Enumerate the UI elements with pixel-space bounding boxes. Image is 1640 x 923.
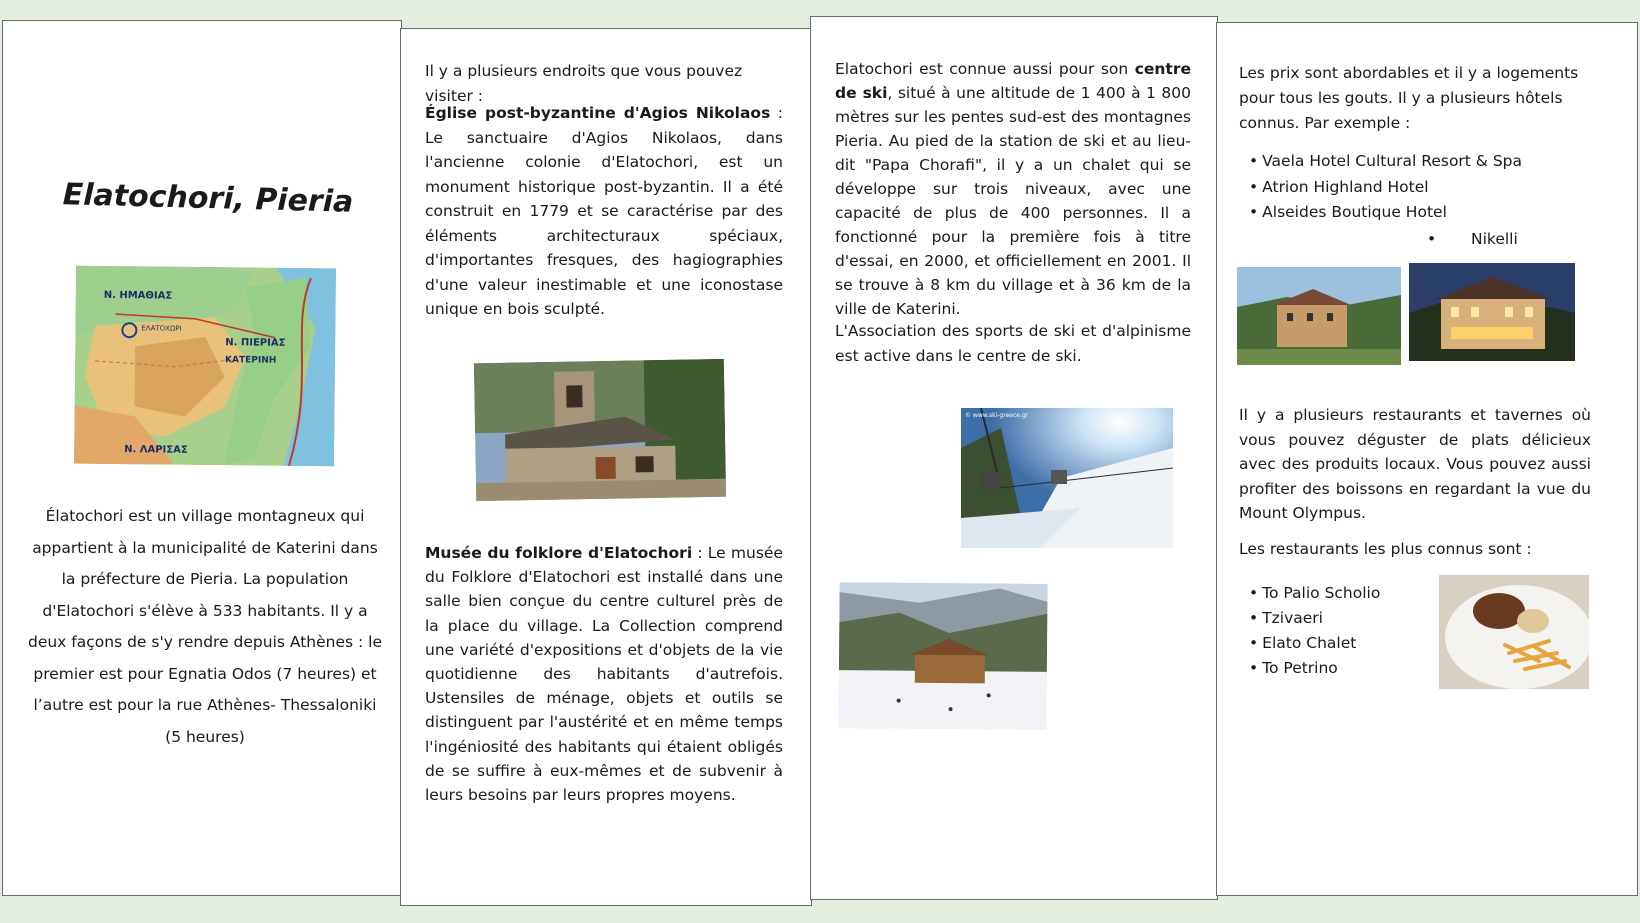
church-text: : Le sanctuaire d'Agios Nikolaos, dans l'ancienne colonie d'Elatochori, est un monument historique post-byzantin. Il a été construit en 1779 et se caractérise par des éléments architecturaux spéciaux, d'importantes fresques, des hagiographies d'une valeur inestimable et une iconostase unique en bois sculpté.: [425, 104, 784, 318]
map-image: [74, 266, 336, 467]
map-label-elatochori: ΕΛΑΤΟΧΩΡΙ: [141, 324, 182, 333]
church-photo: [474, 359, 726, 501]
panel-cover: [2, 20, 402, 896]
map-label-katerini: ΚΑΤΕΡΙΝΗ: [225, 355, 277, 366]
museum-text: : Le musée du Folklore d'Elatochori est installé dans une salle bien conçue du centre culturel près de la place du village. La Collection comprend une variété d'expositions et d'objets de la vie quotidienne des habitants d'autrefois. Ustensiles de ménage, objets et outils se distinguent par l'austérité et en même temps l'ingéniosité des habitants qui étaient obligés de se suffire à eux-mêmes et de subvenir à leurs besoins par leurs propres moyens.: [425, 544, 783, 805]
photo-credit: © www.ski-greece.gr: [965, 412, 1029, 419]
restaurant-item: • Elato Chalet: [1249, 631, 1380, 656]
ski-text-start: Elatochori est connue aussi pour son: [835, 60, 1135, 78]
panel-hotels: [1216, 22, 1638, 896]
hotel-item: • Vaela Hotel Cultural Resort & Spa: [1249, 149, 1522, 175]
panel-places: [400, 28, 812, 906]
restaurant-list: [1249, 581, 1380, 681]
church-heading: Église post-byzantine d'Agios Nikolaos: [425, 104, 771, 122]
restaurants-heading: Les restaurants les plus connus sont :: [1239, 540, 1532, 558]
restaurant-item: • To Petrino: [1249, 656, 1380, 681]
hotel-extra: Nikelli: [1471, 230, 1518, 248]
church-section: [425, 101, 783, 322]
ski-section: [835, 57, 1191, 321]
restaurant-item: • To Palio Scholio: [1249, 581, 1380, 606]
ski-center-bold: centre de ski: [835, 60, 1191, 102]
museum-section: [425, 541, 783, 807]
hotel-photo-1: [1237, 267, 1401, 365]
places-intro: Il y a plusieurs endroits que vous pouvez visiter :: [425, 62, 743, 105]
ski-text-end: , situé à une altitude de 1 400 à 1 800 mètres sur les pentes sud-est des montagnes Pieria. Au pied de la station de ski et au lieu-dit "Papa Chorafi", il y a un chalet qui se développe sur trois niveaux, avec une capacité de plus de 400 personnes. Il a fonctionné pour la première fois à titre d'essai, en 2000, et officiellement en 2001. Il se trouve à 8 km du village et à 36 km de la ville de Katerini.: [835, 84, 1191, 318]
ski-association: L'Association des sports de ski et d'alpinisme est active dans le centre de ski.: [835, 322, 1191, 365]
restaurants-intro: Il y a plusieurs restaurants et tavernes où vous pouvez déguster de plats délicieux avec des produits locaux. Vous pouvez aussi profiter des boissons en regardant la vue du Mount Olympus.: [1239, 406, 1591, 522]
restaurant-item: • Tzivaeri: [1249, 606, 1380, 631]
map-label-imathia: N. ΗΜΑΘΙΑΣ: [103, 289, 173, 302]
ski-lift-photo: [961, 408, 1173, 548]
prices-text: Les prix sont abordables et il y a logements pour tous les gouts. Il y a plusieurs hôtels connus. Par exemple :: [1239, 64, 1579, 132]
hotel-item: • Atrion Highland Hotel: [1249, 175, 1522, 201]
map-label-pieria: N. ΠΙΕΡΙΑΣ: [225, 337, 286, 349]
map-label-larisa: N. ΛΑΡΙΣΑΣ: [124, 444, 188, 456]
food-photo: [1439, 575, 1589, 689]
museum-heading: Musée du folklore d'Elatochori: [425, 544, 693, 562]
intro-text: Élatochori est un village montagneux qui appartient à la municipalité de Katerini dans la préfecture de Pieria. La population d'Elatochori s'élève à 533 habitants. Il y a deux façons de s'y rendre depuis Athènes : le premier est pour Egnatia Odos (7 heures) et l’autre est pour la rue Athènes- Thessaloniki (5 heures): [27, 507, 383, 746]
hotel-list: [1249, 149, 1522, 226]
hotel-item: • Alseides Boutique Hotel: [1249, 200, 1522, 226]
panel-ski: [810, 16, 1218, 900]
ski-chalet-photo: [838, 582, 1047, 730]
hotel-photo-2: [1409, 263, 1575, 361]
hotel-extra-bullet: •: [1427, 230, 1437, 248]
brochure-title: Elatochori, Pieria: [62, 177, 354, 220]
